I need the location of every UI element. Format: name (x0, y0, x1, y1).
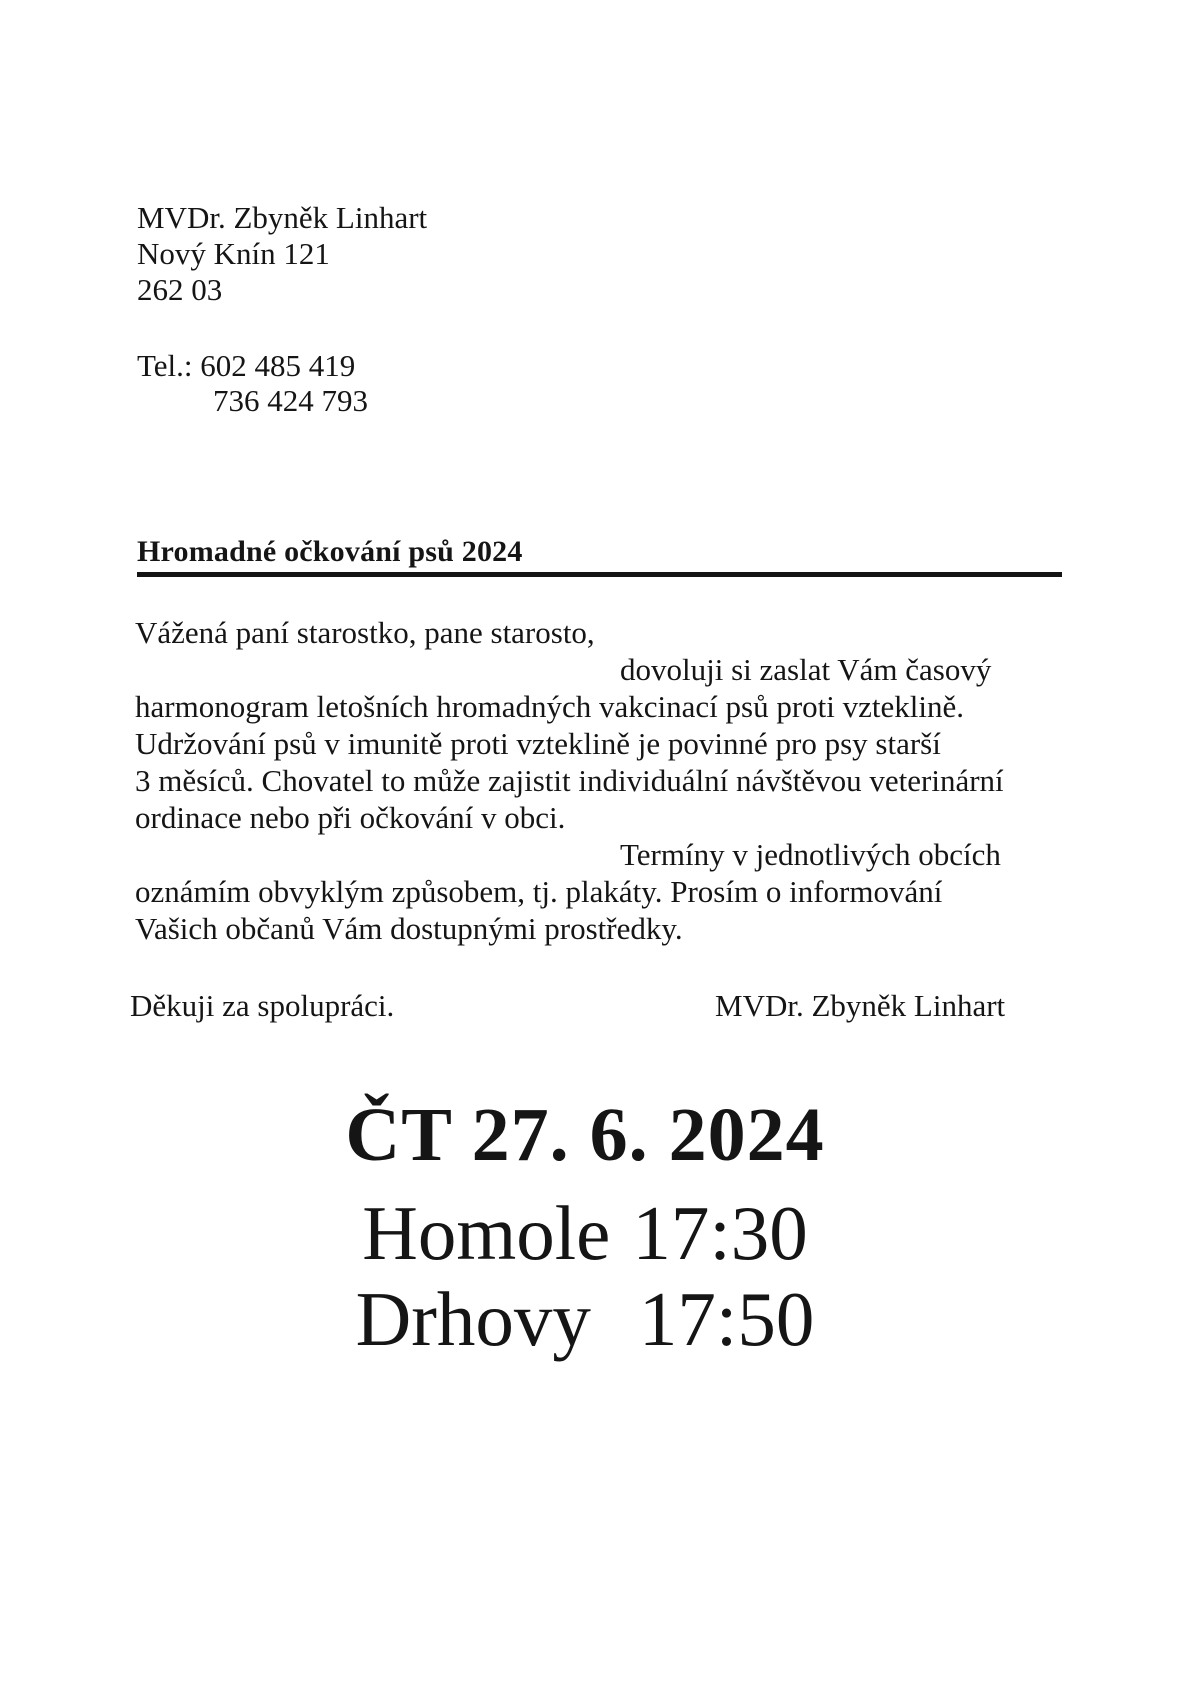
body-line-9: Vašich občanů Vám dostupnými prostředky. (135, 911, 683, 946)
closing-row (0, 988, 1200, 1028)
schedule-place: Homole (362, 1190, 611, 1276)
sender-postal-code: 262 03 (137, 272, 223, 307)
closing-thanks: Děkuji za spolupráci. (130, 988, 395, 1023)
schedule-time: 17:30 (632, 1190, 808, 1276)
phone-line-1 (137, 348, 368, 383)
body-line-3: harmonogram letošních hromadných vakcinací psů proti vzteklině. (135, 689, 965, 724)
schedule-date: ČT 27. 6. 2024 (345, 1093, 825, 1177)
body-line-8: oznámím obvyklým způsobem, tj. plakáty. Prosím o informování (135, 874, 943, 909)
sender-street: Nový Knín 121 (137, 236, 330, 271)
schedule-place: Drhovy (355, 1276, 591, 1362)
letter-subject: Hromadné očkování psů 2024 (137, 535, 523, 568)
schedule-entry-homole (0, 1190, 1170, 1276)
schedule-entry-drhovy (0, 1276, 1170, 1362)
subject-underline (137, 572, 1062, 577)
salutation-line: Vážená paní starostko, pane starosto, (135, 615, 595, 650)
sender-address-block (137, 200, 427, 308)
phone-number-2: 736 424 793 (213, 383, 368, 418)
phone-number-1: 602 485 419 (200, 348, 356, 383)
body-line-5: 3 měsíců. Chovatel to může zajistit individuální návštěvou veterinární (135, 763, 1004, 798)
body-line-7: Termíny v jednotlivých obcích (620, 837, 1001, 872)
body-line-6: ordinace nebo při očkování v obci. (135, 800, 566, 835)
signature-name: MVDr. Zbyněk Linhart (715, 988, 1006, 1023)
sender-name: MVDr. Zbyněk Linhart (137, 200, 428, 235)
schedule-time: 17:50 (638, 1276, 815, 1362)
body-line-4: Udržování psů v imunitě proti vzteklině je povinné pro psy starší (135, 726, 941, 761)
letter-body (135, 614, 1065, 947)
phone-block (137, 348, 368, 418)
phone-label: Tel.: (137, 348, 193, 383)
body-line-2: dovoluji si zaslat Vám časový (620, 652, 992, 687)
